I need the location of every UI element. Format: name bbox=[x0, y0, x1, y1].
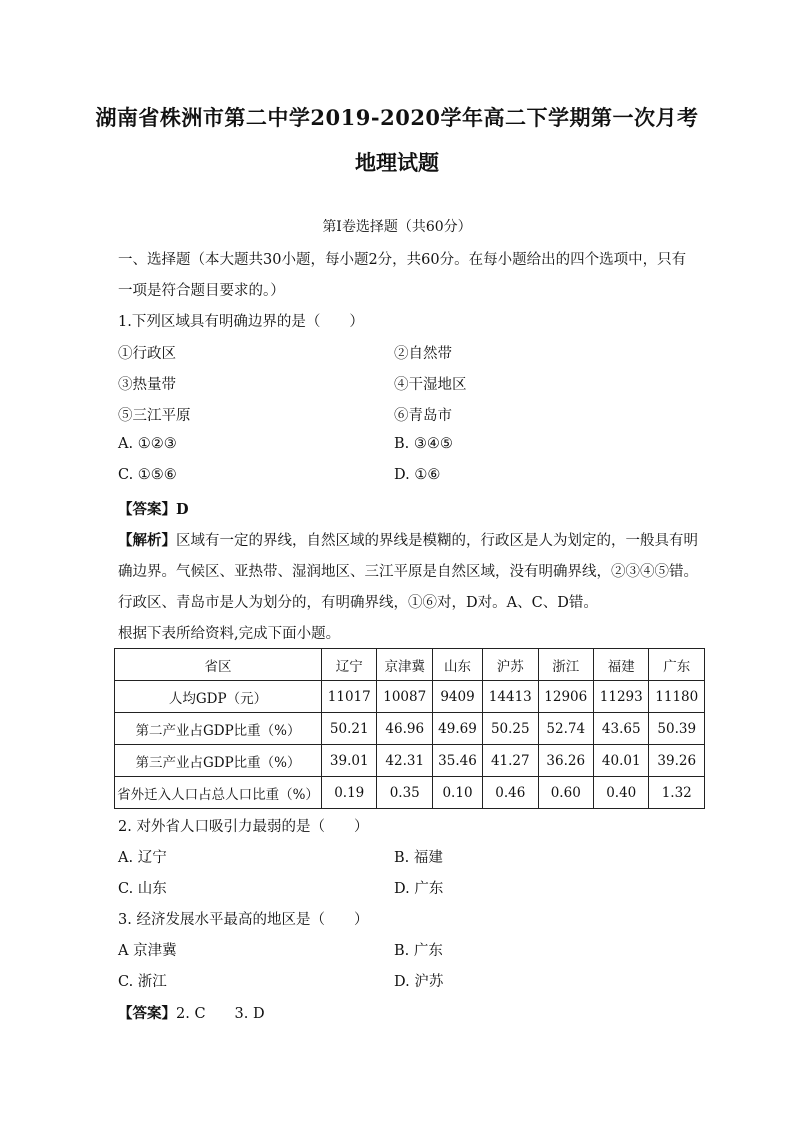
q1-analysis-line-3: 行政区、青岛市是人为划分的，有明确界线，①⑥对，D对。A、C、D错。 bbox=[118, 595, 598, 611]
table-cell: 1.32 bbox=[649, 777, 705, 809]
answer-tag: 【答案】 bbox=[118, 1005, 176, 1022]
q2-option-c: C. 山东 bbox=[118, 881, 167, 897]
table-cell: 0.19 bbox=[322, 777, 377, 809]
section-heading: 第Ⅰ卷选择题（共60分） bbox=[322, 219, 472, 235]
document-subtitle: 地理试题 bbox=[355, 150, 439, 175]
q1-item-2: ②自然带 bbox=[394, 346, 452, 362]
q1-option-d: D. ①⑥ bbox=[394, 467, 441, 483]
table-cell: 39.26 bbox=[649, 745, 705, 777]
q1-option-b: B. ③④⑤ bbox=[394, 436, 453, 452]
q1-item-3: ③热量带 bbox=[118, 377, 176, 393]
analysis-tag: 【解析】 bbox=[118, 532, 176, 549]
q3-option-d: D. 沪苏 bbox=[394, 974, 444, 990]
table-cell: 0.35 bbox=[377, 777, 432, 809]
table-cell: 39.01 bbox=[322, 745, 377, 777]
q2-option-a: A. 辽宁 bbox=[118, 850, 167, 866]
table-row-label: 第三产业占GDP比重（%） bbox=[115, 745, 322, 777]
instructions-line-2: 一项是符合题目要求的。） bbox=[118, 283, 285, 299]
table-row bbox=[115, 713, 705, 745]
table-cell: 0.40 bbox=[594, 777, 649, 809]
table-row-label: 省外迁入人口占总人口比重（%） bbox=[115, 777, 322, 809]
q3-option-c: C. 浙江 bbox=[118, 974, 167, 990]
table-intro: 根据下表所给资料,完成下面小题。 bbox=[118, 626, 341, 642]
q3-option-a: A 京津冀 bbox=[118, 943, 177, 959]
document-title: 湖南省株洲市第二中学2019-2020学年高二下学期第一次月考 bbox=[95, 105, 699, 130]
table-cell: 0.60 bbox=[538, 777, 593, 809]
table-cell: 0.46 bbox=[483, 777, 538, 809]
data-table bbox=[114, 648, 705, 809]
q1-item-4: ④干湿地区 bbox=[394, 377, 467, 393]
table-cell: 11293 bbox=[594, 681, 649, 713]
table-cell: 50.25 bbox=[483, 713, 538, 745]
q2-option-d: D. 广东 bbox=[394, 881, 444, 897]
question-3-stem: 3. 经济发展水平最高的地区是（ ） bbox=[118, 912, 369, 928]
table-cell: 11180 bbox=[649, 681, 705, 713]
q2-q3-answer bbox=[118, 1002, 265, 1023]
q3-option-b: B. 广东 bbox=[394, 943, 443, 959]
table-header-cell: 沪苏 bbox=[483, 649, 538, 681]
q1-analysis-line-1 bbox=[118, 529, 698, 550]
table-cell: 11017 bbox=[322, 681, 377, 713]
table-cell: 49.69 bbox=[432, 713, 482, 745]
table-cell: 46.96 bbox=[377, 713, 432, 745]
table-header-cell: 辽宁 bbox=[322, 649, 377, 681]
table-cell: 42.31 bbox=[377, 745, 432, 777]
table-cell: 14413 bbox=[483, 681, 538, 713]
table-row bbox=[115, 681, 705, 713]
table-cell: 35.46 bbox=[432, 745, 482, 777]
analysis-text-1: 区域有一定的界线，自然区域的界线是模糊的，行政区是人为划定的，一般具有明 bbox=[176, 533, 698, 549]
table-header-cell: 京津冀 bbox=[377, 649, 432, 681]
table-cell: 36.26 bbox=[538, 745, 593, 777]
table-cell: 0.10 bbox=[432, 777, 482, 809]
table-header-cell: 广东 bbox=[649, 649, 705, 681]
q2-option-b: B. 福建 bbox=[394, 850, 443, 866]
table-row-label: 人均GDP（元） bbox=[115, 681, 322, 713]
table-cell: 41.27 bbox=[483, 745, 538, 777]
table-cell: 50.39 bbox=[649, 713, 705, 745]
instructions-line-1: 一、选择题（本大题共30小题，每小题2分，共60分。在每小题给出的四个选项中，只有 bbox=[118, 252, 687, 268]
table-header-cell: 省区 bbox=[115, 649, 322, 681]
q1-answer: 【答案】D bbox=[118, 501, 189, 518]
table-cell: 52.74 bbox=[538, 713, 593, 745]
question-1-stem: 1.下列区域具有明确边界的是（ ） bbox=[118, 314, 364, 330]
table-header-cell: 福建 bbox=[594, 649, 649, 681]
table-cell: 43.65 bbox=[594, 713, 649, 745]
table-cell: 50.21 bbox=[322, 713, 377, 745]
table-cell: 40.01 bbox=[594, 745, 649, 777]
q1-item-1: ①行政区 bbox=[118, 346, 176, 362]
table-cell: 10087 bbox=[377, 681, 432, 713]
table-cell: 12906 bbox=[538, 681, 593, 713]
question-2-stem: 2. 对外省人口吸引力最弱的是（ ） bbox=[118, 819, 369, 835]
q1-item-5: ⑤三江平原 bbox=[118, 408, 191, 424]
table-row bbox=[115, 745, 705, 777]
answer-text: 2. C 3. D bbox=[176, 1006, 265, 1022]
q1-option-a: A. ①②③ bbox=[118, 436, 177, 452]
q1-analysis-line-2: 确边界。气候区、亚热带、湿润地区、三江平原是自然区域，没有明确界线，②③④⑤错。 bbox=[118, 564, 698, 580]
table-header-cell: 浙江 bbox=[538, 649, 593, 681]
table-cell: 9409 bbox=[432, 681, 482, 713]
table-row-label: 第二产业占GDP比重（%） bbox=[115, 713, 322, 745]
q1-option-c: C. ①⑤⑥ bbox=[118, 467, 177, 483]
table-row bbox=[115, 777, 705, 809]
table-header-cell: 山东 bbox=[432, 649, 482, 681]
q1-item-6: ⑥青岛市 bbox=[394, 408, 452, 424]
table-header-row bbox=[115, 649, 705, 681]
